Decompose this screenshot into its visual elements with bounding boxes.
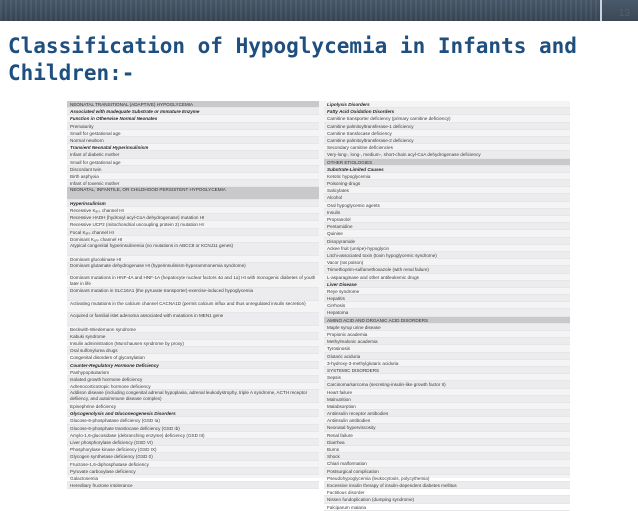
- table-row: Carnitine palmitoyltransferase-1 deficiency: [324, 123, 570, 130]
- table-row: Antiinsulin antibodies: [324, 417, 570, 424]
- table-row: Malabsorption: [324, 403, 570, 410]
- table-row: Phosphorylase kinase deficiency (GSD IX): [67, 446, 319, 453]
- table-row: Cirrhosis: [324, 302, 570, 309]
- table-row: Hyperinsulinism: [67, 200, 319, 207]
- top-bar-divider: [600, 0, 602, 21]
- table-row: Dominant glucokinase HI: [67, 256, 319, 263]
- table-row: Infant of diabetic mother: [67, 151, 319, 158]
- table-row: Excessive insulin therapy of insulin-dependent diabetes mellitus: [324, 482, 570, 489]
- table-row: Recessive HADH (hydroxyl acyl-CoA dehydrogenase) mutation HI: [67, 214, 319, 221]
- table-row: Glycogenolysis and Gluconeogenesis Disorders: [67, 410, 319, 417]
- table-row: Postsurgical complication: [324, 468, 570, 475]
- slide-number: 13: [618, 8, 630, 19]
- table-row: Birth asphyxia: [67, 173, 319, 180]
- slide-top-bar: [0, 0, 638, 21]
- table-row: Epinephrine deficiency: [67, 403, 319, 410]
- table-row: Amylo-1,6-glucosidase (debranching enzyme) deficiency (GSD III): [67, 432, 319, 439]
- table-row: Antiinsulin receptor antibodies: [324, 410, 570, 417]
- table-row: Liver phosphorylase deficiency (GSD VI): [67, 439, 319, 446]
- table-row: Nissen fundoplication (dumping syndrome): [324, 496, 570, 503]
- table-row: Small for gestational age: [67, 159, 319, 166]
- table-row: Diarrhea: [324, 439, 570, 446]
- table-row: Normal newborn: [67, 137, 319, 144]
- table-row: Insulin administration (Munchausen syndrome by proxy): [67, 340, 319, 347]
- table-row: Very-long-, long-, medium-, short-chain acyl-CoA dehydrogenase deficiency: [324, 151, 570, 158]
- table-row: Carnitine transporter deficiency (primary carnitine deficiency): [324, 115, 570, 122]
- table-row: Glycogen synthetase deficiency (GSD 0): [67, 453, 319, 460]
- table-row: Ketotic hypoglycemia: [324, 173, 570, 180]
- slide-title: Classification of Hypoglycemia in Infants and Children:-: [8, 34, 577, 85]
- table-row: Neonatal hyperviscosity: [324, 424, 570, 431]
- table-row: Lipolysis Disorders: [324, 101, 570, 108]
- table-row: Dominant glutamate dehydrogenase HI (hyperinsulinism-hyperammonemia syndrome): [67, 263, 319, 276]
- table-row: Propranolol: [324, 216, 570, 223]
- table-left-column: [67, 101, 319, 489]
- table-row: Discordant twin: [67, 166, 319, 173]
- table-row: Recessive UCP2 (mitochondrial uncoupling protein 2) mutation HI: [67, 221, 319, 228]
- table-row: Atypical congenital hyperinsulinemia (no mutations in ABCC8 or KCNJ11 genes): [67, 243, 319, 256]
- table-row: Transient Neonatal Hyperinsulinism: [67, 144, 319, 151]
- table-row: Isolated growth hormone deficiency: [67, 376, 319, 383]
- table-row: Alcohol: [324, 194, 570, 201]
- table-row: Glucose-6-phosphatase deficiency (GSD Ia): [67, 417, 319, 424]
- table-row: Beckwith-Wiedemann syndrome: [67, 326, 319, 333]
- table-row: Glucose-6-phosphate translocase deficiency (GSD Ib): [67, 425, 319, 432]
- table-row: Small for gestational age: [67, 130, 319, 137]
- table-row: Liver Disease: [324, 281, 570, 288]
- table-row: Hepatitis: [324, 295, 570, 302]
- table-row: Carnitine translocase deficiency: [324, 130, 570, 137]
- table-row: OTHER ETIOLOGIES: [324, 159, 570, 166]
- table-row: NEONATAL TRANSITIONAL (ADAPTIVE) HYPOGLYCEMIA: [67, 101, 319, 108]
- table-row: L-asparaginase and other antileukemic drugs: [324, 274, 570, 281]
- table-row: Falciparum malaria: [324, 504, 570, 511]
- table-row: Sepsis: [324, 374, 570, 381]
- table-row: Fructose-1,6-diphosphatase deficiency: [67, 461, 319, 468]
- table-row: Hepatoma: [324, 309, 570, 316]
- table-row: Focal Kₐₜₚ channel HI: [67, 229, 319, 236]
- table-row: Secondary carnitine deficiencies: [324, 144, 570, 151]
- table-row: Substrate-Limited Causes: [324, 166, 570, 173]
- table-row: Burns: [324, 446, 570, 453]
- top-bar-texture: [0, 0, 600, 21]
- table-row: Poisoning-drugs: [324, 180, 570, 187]
- table-row: Malnutrition: [324, 396, 570, 403]
- table-row: 3-hydroxy-3-methylglutaric aciduria: [324, 360, 570, 367]
- table-row: Counter-Regulatory Hormone Deficiency: [67, 362, 319, 369]
- table-row: NEONATAL, INFANTILE, OR CHILDHOOD PERSISTENT HYPOGLYCEMIA: [67, 187, 319, 200]
- table-row: Associated with Inadequate Substrate or Immature Enzyme: [67, 108, 319, 115]
- table-row: Propionic academia: [324, 331, 570, 338]
- table-row: Kabuki syndrome: [67, 333, 319, 340]
- table-row: Function in Otherwise Normal Neonates: [67, 115, 319, 122]
- table-row: Heart failure: [324, 389, 570, 396]
- table-row: Tyrosinosis: [324, 345, 570, 352]
- table-row: Salicylates: [324, 187, 570, 194]
- table-row: Maple syrup urine disease: [324, 324, 570, 331]
- table-row: Renal failure: [324, 432, 570, 439]
- table-row: Dominant mutation in SLC16A1 (the pyruvate transporter)-exercise-induced hypoglycemia: [67, 288, 319, 301]
- table-row: Adrenocorticotropic hormone deficiency: [67, 383, 319, 390]
- table-row: Dominant Kₐₜₚ channel HI: [67, 236, 319, 243]
- table-row: Dominant mutations in HNF-4A and HNF-1A (hepatocyte nuclear factors 4α and 1α) HI with monogenic diabetes of youth later in life: [67, 275, 319, 288]
- table-row: Methylmalonic academia: [324, 338, 570, 345]
- table-row: Hereditary fructose intolerance: [67, 482, 319, 489]
- table-row: Carcinoma/sarcoma (secreting-insulin-like growth factor II): [324, 381, 570, 388]
- table-row: Addison disease (including congenital adrenal hypoplasia, adrenal leukodystrophy, triple A syndrome, ACTH receptor defiiency, and autoimmune disease complex): [67, 390, 319, 403]
- table-row: Infant of toxemic mother: [67, 180, 319, 187]
- table-row: Acquired or familial islet adenoma associated with mutations in MEN1 gene: [67, 313, 319, 326]
- table-row: Panhypopituitarism: [67, 369, 319, 376]
- table-row: Shock: [324, 453, 570, 460]
- table-row: Prematurity: [67, 123, 319, 130]
- table-row: Litchi-associated toxin (toxin hypoglycemic syndrome): [324, 252, 570, 259]
- table-row: Congenital disorders of glycosylation: [67, 354, 319, 361]
- table-row: Factitious disorder: [324, 489, 570, 496]
- table-row: Reye syndrome: [324, 288, 570, 295]
- table-row: Trimethoprim-sulfamethoxazole (with renal failure): [324, 266, 570, 273]
- table-row: Carnitine palmitoyltransferase-2 deficiency: [324, 137, 570, 144]
- table-row: Pseudohypoglycemia (leukocytosis, polycythemia): [324, 475, 570, 482]
- table-row: Glutaric aciduria: [324, 353, 570, 360]
- table-row: Quinine: [324, 230, 570, 237]
- table-row: AMINO ACID AND ORGANIC ACID DISORDERS: [324, 317, 570, 324]
- table-row: Activating mutations in the calcium channel CACNA1D (permit calcium influx and thus unregulated insulin secretion): [67, 301, 319, 314]
- table-right-column: [324, 101, 570, 511]
- table-row: Pentamidine: [324, 223, 570, 230]
- table-row: Fatty Acid Oxidation Disorders: [324, 108, 570, 115]
- table-row: SYSTEMIC DISORDERS: [324, 367, 570, 374]
- table-row: Disopyramide: [324, 238, 570, 245]
- classification-table-image: [67, 101, 570, 510]
- table-row: Oral hypoglycemic agents: [324, 202, 570, 209]
- table-row: Pyruvate carboxylase deficiency: [67, 468, 319, 475]
- table-row: Ackee fruit (unripe)-hypoglycin: [324, 245, 570, 252]
- table-row: Insulin: [324, 209, 570, 216]
- table-row: Galactosemia: [67, 475, 319, 482]
- table-row: Oral sulfonylurea drugs: [67, 347, 319, 354]
- table-row: Recessive Kₐₜₚ channel HI: [67, 207, 319, 214]
- table-row: Vacor (rat poison): [324, 259, 570, 266]
- table-row: Chiari malformation: [324, 460, 570, 467]
